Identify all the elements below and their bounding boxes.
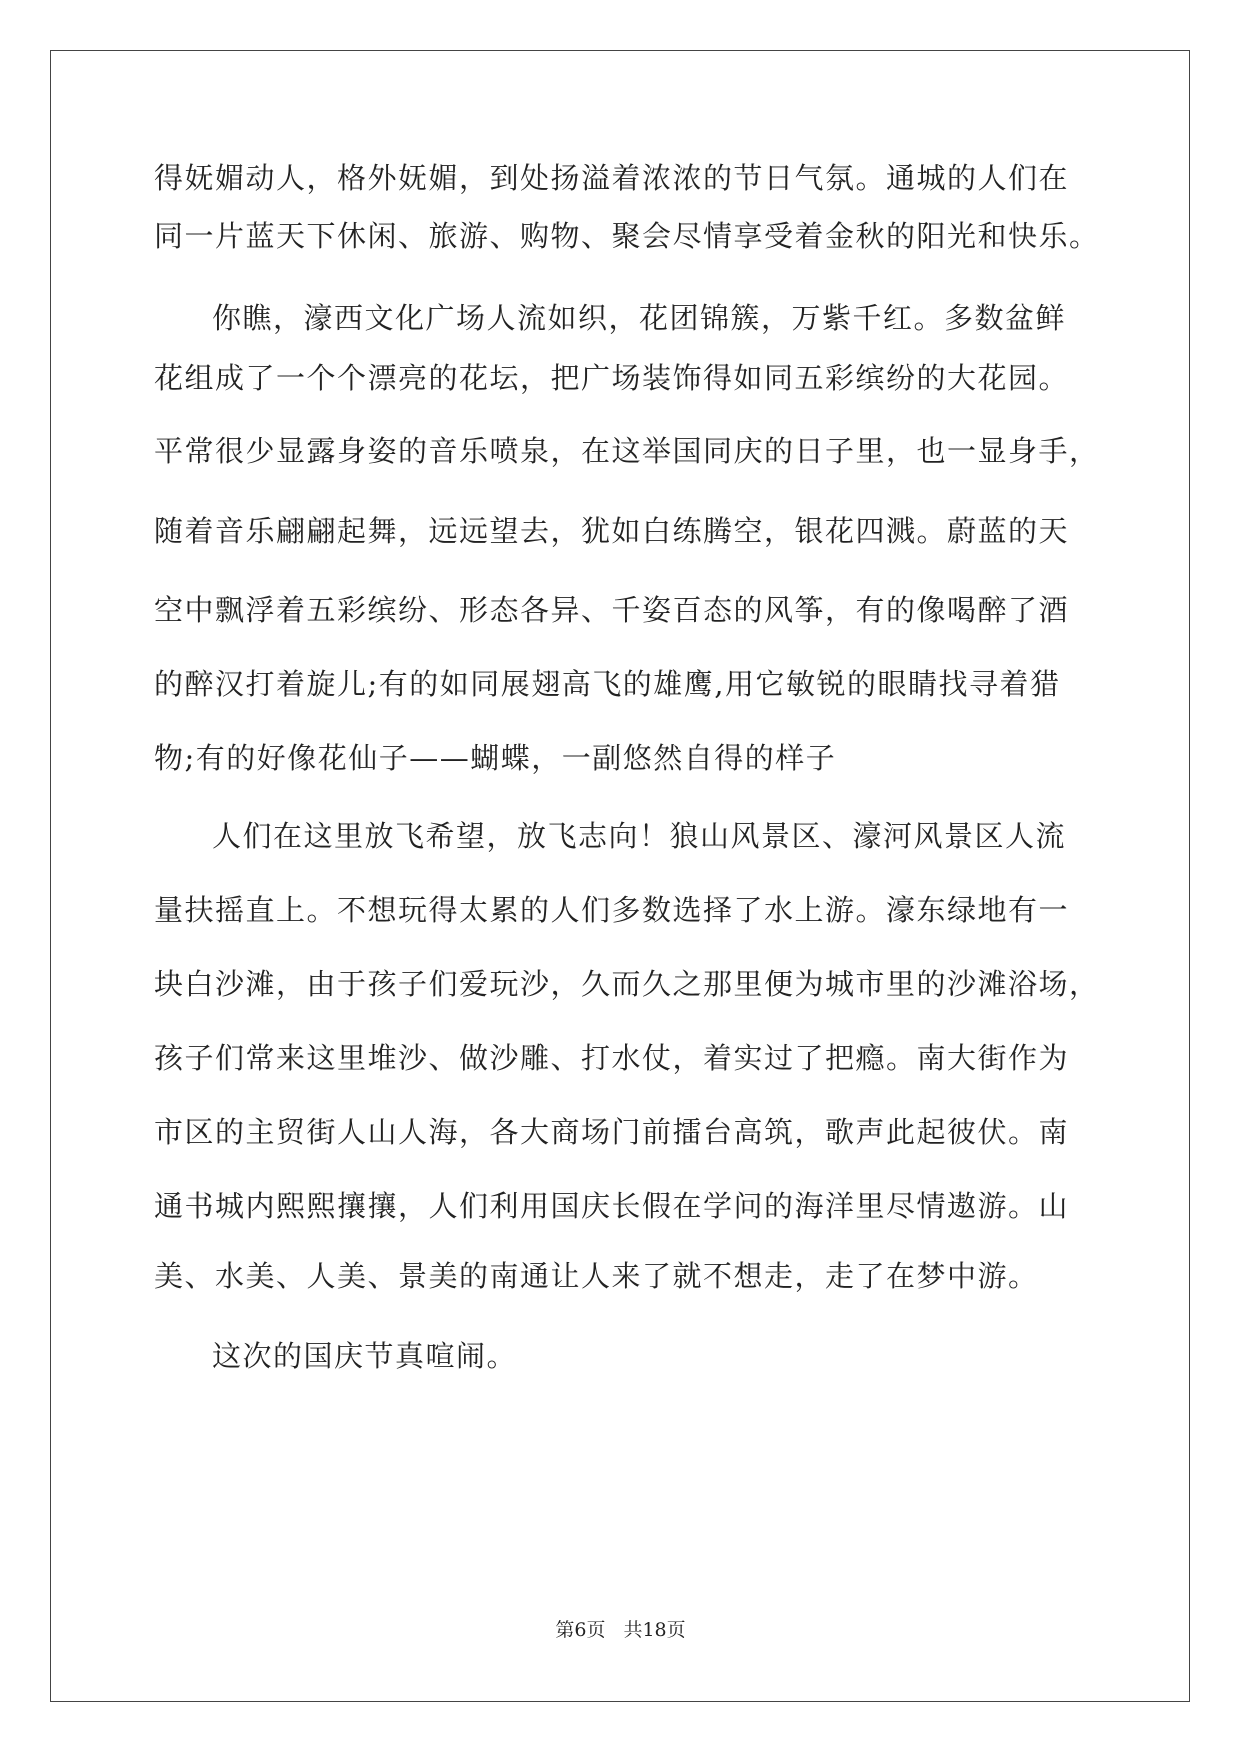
text-line: 市区的主贸街人山人海，各大商场门前擂台高筑，歌声此起彼伏。南: [154, 1115, 1070, 1149]
text-line: 得妩媚动人，格外妩媚，到处扬溢着浓浓的节日气氛。通城的人们在: [154, 161, 1070, 195]
page-number: 第6页: [555, 1619, 606, 1641]
text-line: 同一片蓝天下休闲、旅游、购物、聚会尽情享受着金秋的阳光和快乐。: [154, 219, 1100, 253]
text-line: 平常很少显露身姿的音乐喷泉，在这举国同庆的日子里，也一显身手，: [154, 434, 1100, 468]
text-line: 通书城内熙熙攘攘，人们利用国庆长假在学问的海洋里尽情遨游。山: [154, 1189, 1070, 1223]
text-line: 孩子们常来这里堆沙、做沙雕、打水仗，着实过了把瘾。南大街作为: [154, 1041, 1070, 1075]
text-line: 空中飘浮着五彩缤纷、形态各异、千姿百态的风筝，有的像喝醉了酒: [154, 593, 1070, 627]
text-line: 物;有的好像花仙子——蝴蝶，一副悠然自得的样子: [154, 741, 837, 775]
text-line: 花组成了一个个漂亮的花坛，把广场装饰得如同五彩缤纷的大花园。: [154, 361, 1070, 395]
page-footer: [0, 1618, 1241, 1642]
text-line: 块白沙滩，由于孩子们爱玩沙，久而久之那里便为城市里的沙滩浴场，: [154, 967, 1100, 1001]
paragraph-start-line: 你瞧，濠西文化广场人流如织，花团锦簇，万紫千红。多数盆鲜: [212, 301, 1067, 335]
text-line: 的醉汉打着旋儿;有的如同展翅高飞的雄鹰,用它敏锐的眼睛找寻着猎: [154, 667, 1061, 701]
text-line: 随着音乐翩翩起舞，远远望去，犹如白练腾空，银花四溅。蔚蓝的天: [154, 514, 1070, 548]
paragraph-start-line: 人们在这里放飞希望，放飞志向！狼山风景区、濠河风景区人流: [212, 819, 1067, 853]
total-pages: 共18页: [623, 1619, 686, 1641]
paragraph-start-line: 这次的国庆节真喧闹。: [212, 1339, 518, 1373]
text-line: 美、水美、人美、景美的南通让人来了就不想走，走了在梦中游。: [154, 1259, 1039, 1293]
text-line: 量扶摇直上。不想玩得太累的人们多数选择了水上游。濠东绿地有一: [154, 893, 1070, 927]
